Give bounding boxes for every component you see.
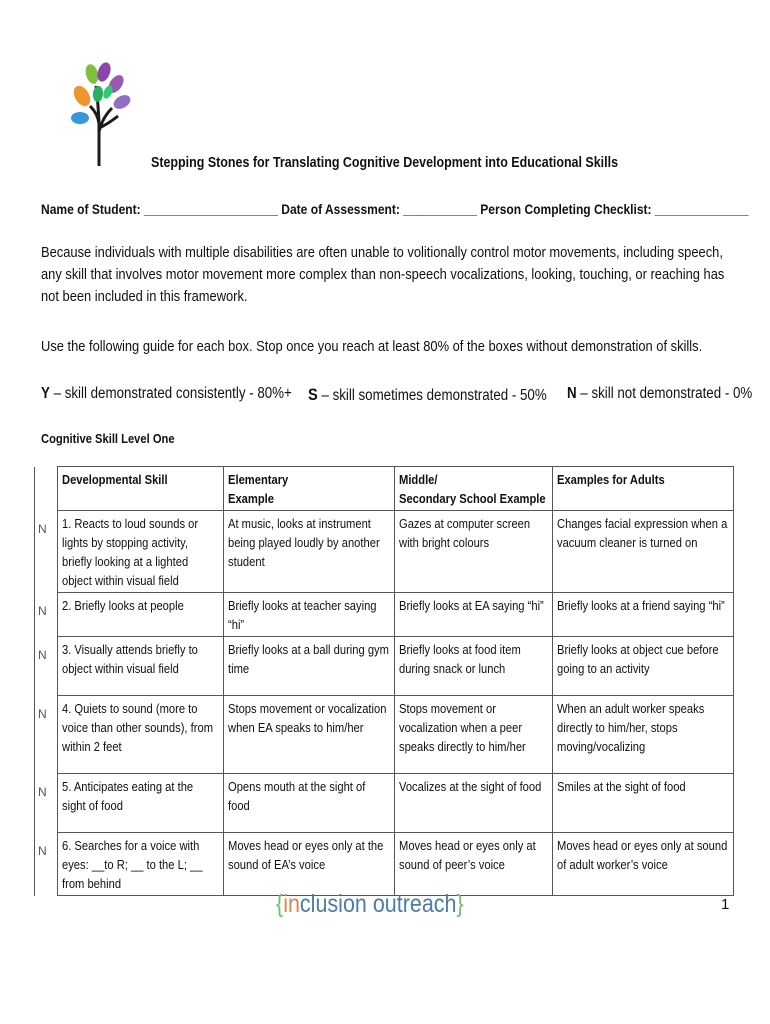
adult-cell: Moves head or eyes only at sound of adult worker’s voice xyxy=(553,833,734,896)
skill-cell: 5. Anticipates eating at the sight of food xyxy=(58,774,224,833)
student-info-fields: Name of Student: ____________________ Date of Assessment: ___________ Person Completing Checklist: ______________ xyxy=(41,201,749,217)
skill-cell: 2. Briefly looks at people xyxy=(58,593,224,637)
elementary-cell: Briefly looks at teacher saying “hi” xyxy=(224,593,395,637)
skills-table xyxy=(34,466,734,896)
table-header-row xyxy=(35,467,734,511)
secondary-cell: Gazes at computer screen with bright colours xyxy=(395,511,553,593)
adult-cell: Briefly looks at a friend saying “hi” xyxy=(553,593,734,637)
page-number: 1 xyxy=(721,896,730,913)
table-row xyxy=(35,593,734,637)
document-title: Stepping Stones for Translating Cognitive Development into Educational Skills xyxy=(151,155,619,171)
table-row xyxy=(35,637,734,696)
level-heading: Cognitive Skill Level One xyxy=(41,431,175,446)
adult-cell: When an adult worker speaks directly to him/her, stops moving/vocalizing xyxy=(553,696,734,774)
skill-cell: 4. Quiets to sound (more to voice than other sounds), from within 2 feet xyxy=(58,696,224,774)
skill-cell: 1. Reacts to loud sounds or lights by stopping activity, briefly looking at a lighted object within visual field xyxy=(58,511,224,593)
rating-mark[interactable]: N xyxy=(35,774,58,833)
inclusion-outreach-logo: {inclusion outreach} xyxy=(275,890,464,918)
rating-mark[interactable]: N xyxy=(35,637,58,696)
secondary-cell: Briefly looks at EA saying “hi” xyxy=(395,593,553,637)
secondary-cell: Vocalizes at the sight of food xyxy=(395,774,553,833)
elementary-cell: Briefly looks at a ball during gym time xyxy=(224,637,395,696)
elementary-cell: At music, looks at instrument being played loudly by another student xyxy=(224,511,395,593)
secondary-cell: Stops movement or vocalization when a peer speaks directly to him/her xyxy=(395,696,553,774)
rating-mark[interactable]: N xyxy=(35,833,58,896)
elementary-cell: Stops movement or vocalization when EA speaks to him/her xyxy=(224,696,395,774)
secondary-cell: Moves head or eyes only at sound of peer’s voice xyxy=(395,833,553,896)
adult-cell: Briefly looks at object cue before going to an activity xyxy=(553,637,734,696)
intro-paragraph: Because individuals with multiple disabilities are often unable to volitionally control motor movements, including speech, any skill that involves motor movement more complex than non-speech vocalizations, looking, touching, or reaching has not been included in this framework. xyxy=(41,244,725,305)
header-elementary: Elementary Example xyxy=(224,467,395,511)
header-adults: Examples for Adults xyxy=(553,467,734,511)
mark-cell xyxy=(35,467,58,511)
secondary-cell: Briefly looks at food item during snack or lunch xyxy=(395,637,553,696)
adult-cell: Smiles at the sight of food xyxy=(553,774,734,833)
legend-s: S – skill sometimes demonstrated - 50% xyxy=(308,385,547,404)
table-row xyxy=(35,774,734,833)
adult-cell: Changes facial expression when a vacuum cleaner is turned on xyxy=(553,511,734,593)
rating-mark[interactable]: N xyxy=(35,511,58,593)
header-middle-secondary: Middle/ Secondary School Example xyxy=(395,467,553,511)
table-row xyxy=(35,833,734,896)
skill-cell: 3. Visually attends briefly to object within visual field xyxy=(58,637,224,696)
legend-n: N – skill not demonstrated - 0% xyxy=(567,385,753,402)
guide-instructions: Use the following guide for each box. Stop once you reach at least 80% of the boxes without demonstration of skills. xyxy=(41,338,703,355)
tree-logo-icon xyxy=(68,62,134,168)
rating-mark[interactable]: N xyxy=(35,696,58,774)
table-row xyxy=(35,696,734,774)
elementary-cell: Opens mouth at the sight of food xyxy=(224,774,395,833)
legend-y: Y – skill demonstrated consistently - 80%+ xyxy=(41,385,292,402)
table-row xyxy=(35,511,734,593)
skill-cell: 6. Searches for a voice with eyes: __to R; __ to the L; __ from behind xyxy=(58,833,224,896)
rating-mark[interactable]: N xyxy=(35,593,58,637)
elementary-cell: Moves head or eyes only at the sound of EA’s voice xyxy=(224,833,395,896)
header-developmental-skill: Developmental Skill xyxy=(58,467,224,511)
